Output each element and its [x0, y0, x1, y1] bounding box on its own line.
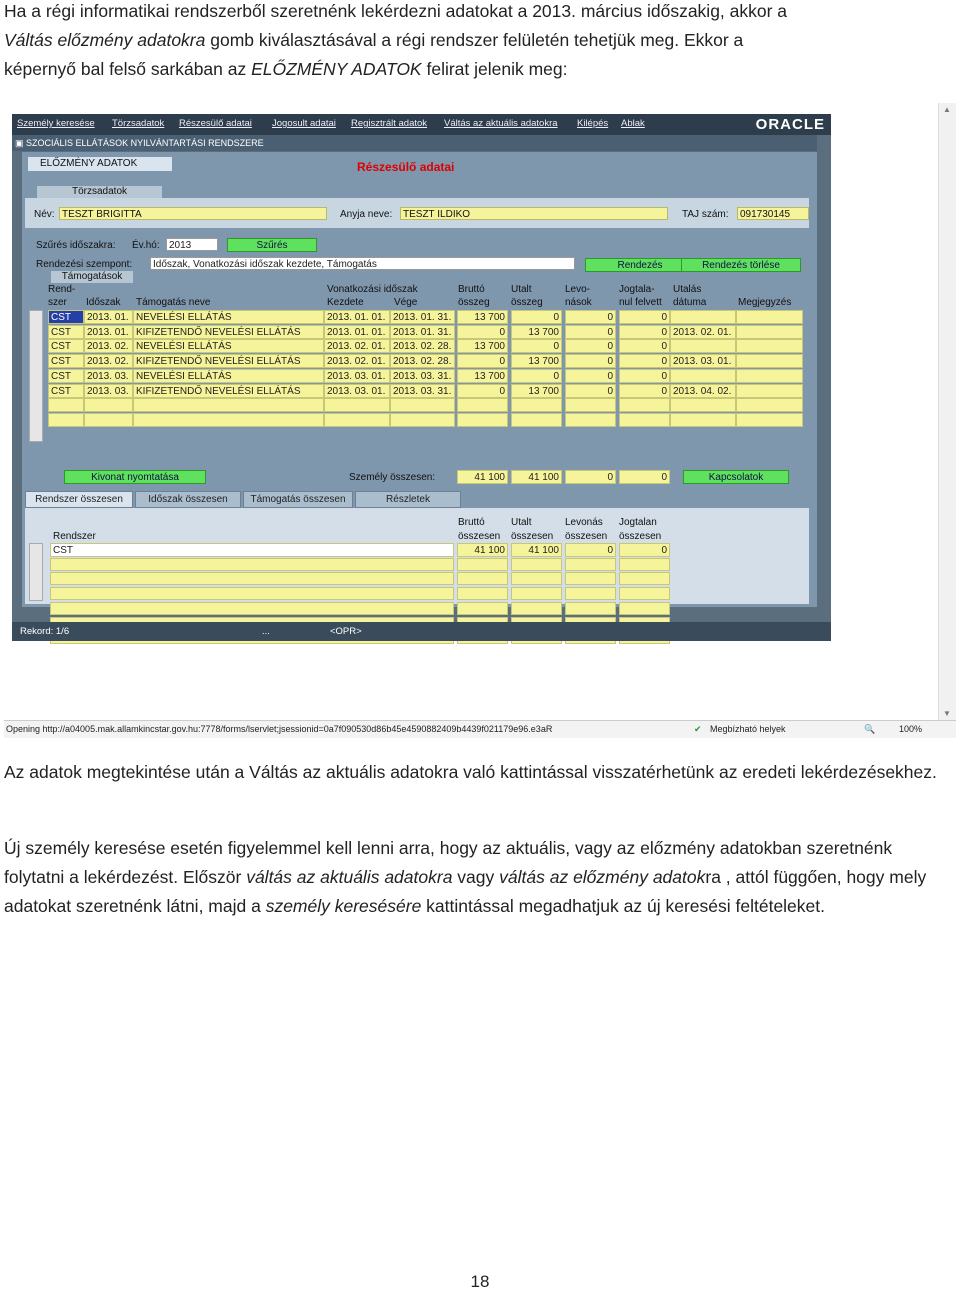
- szemely-osszesen-brutto: 41 100: [457, 470, 508, 484]
- tab-rendszer-osszesen[interactable]: Rendszer összesen: [25, 491, 133, 508]
- intro-line3-end: felirat jelenik meg:: [421, 59, 568, 79]
- p2-b: vagy: [452, 867, 500, 887]
- grid-cell-idoszak[interactable]: 2013. 03.: [84, 369, 133, 383]
- record-status-bar: [12, 622, 831, 641]
- grid-cell-brutto[interactable]: 0: [457, 354, 508, 368]
- rendezesi-szempont-label: Rendezési szempont:: [36, 259, 133, 270]
- sum-hdr-rendszer: Rendszer: [53, 531, 96, 542]
- summary-scrollbar[interactable]: [29, 543, 43, 601]
- kapcsolatok-button[interactable]: Kapcsolatok: [683, 470, 789, 484]
- grid-cell-brutto[interactable]: [457, 398, 508, 412]
- hdr-levonasok-2: nások: [565, 297, 592, 308]
- grid-cell-utalas[interactable]: [670, 398, 736, 412]
- grid-cell-vege[interactable]: [390, 413, 455, 427]
- body-paragraph-1: [4, 758, 954, 787]
- hdr-rendszer-1: Rend-: [48, 284, 76, 295]
- rendezesi-szempont-field[interactable]: Időszak, Vonatkozási időszak kezdete, Támogatás: [150, 257, 575, 270]
- menu-valtas-aktualis[interactable]: Váltás az aktuális adatokra: [444, 118, 558, 129]
- nev-label: Név:: [34, 209, 55, 220]
- summary-empty-cell[interactable]: [619, 558, 670, 571]
- hdr-utalas-1: Utalás: [673, 284, 702, 295]
- kivonat-nyomtatasa-button[interactable]: Kivonat nyomtatása: [64, 470, 206, 484]
- sum-hdr-jogtalan-1: Jogtalan: [619, 517, 657, 528]
- grid-cell-kezdete[interactable]: 2013. 03. 01.: [324, 384, 390, 398]
- intro-line1: Ha a régi informatikai rendszerből szeretnénk lekérdezni adatokat a 2013. március időszakig, akkor a: [4, 1, 788, 21]
- grid-cell-idoszak[interactable]: 2013. 02.: [84, 354, 133, 368]
- grid-cell-levonas[interactable]: 0: [565, 384, 616, 398]
- trusted-sites-label: Megbízható helyek: [710, 724, 786, 734]
- grid-cell-jogtalan[interactable]: 0: [619, 369, 670, 383]
- grid-cell-utalt[interactable]: [511, 398, 562, 412]
- summary-empty-cell[interactable]: [50, 572, 454, 585]
- evho-field[interactable]: 2013: [166, 238, 218, 251]
- grid-cell-levonas[interactable]: 0: [565, 339, 616, 353]
- grid-cell-rendszer[interactable]: CST: [48, 369, 84, 383]
- p2-c: ra , attól függően, hogy mely adatokat szeretnénk látni, majd a: [4, 867, 927, 916]
- tab-reszletek[interactable]: Részletek: [355, 491, 461, 508]
- grid-cell-rendszer[interactable]: [48, 398, 84, 412]
- summary-empty-cell[interactable]: [619, 572, 670, 585]
- grid-cell-idoszak[interactable]: 2013. 02.: [84, 339, 133, 353]
- grid-cell-tamogatas[interactable]: [133, 413, 324, 427]
- sum-hdr-jogtalan-2: összesen: [619, 531, 662, 542]
- sum-cell-utalt: 41 100: [511, 543, 562, 557]
- grid-cell-rendszer[interactable]: CST: [48, 354, 84, 368]
- intro-line3-start: képernyő bal felső sarkában az: [4, 59, 252, 79]
- summary-empty-cell[interactable]: [565, 572, 616, 585]
- sum-cell-jogtalan: 0: [619, 543, 670, 557]
- grid-cell-utalt[interactable]: [511, 413, 562, 427]
- menu-reszesulo-adatai[interactable]: Részesülő adatai: [179, 118, 252, 129]
- grid-cell-brutto[interactable]: 13 700: [457, 310, 508, 324]
- menu-szemely-keresese[interactable]: Személy keresése: [17, 118, 95, 129]
- grid-cell-utalt[interactable]: 0: [511, 310, 562, 324]
- grid-cell-jogtalan[interactable]: 0: [619, 384, 670, 398]
- summary-empty-cell[interactable]: [511, 558, 562, 571]
- hdr-megjegyzes: Megjegyzés: [738, 297, 792, 308]
- grid-cell-megjegyzes[interactable]: [736, 398, 803, 412]
- tab-idoszak-osszesen[interactable]: Időszak összesen: [135, 491, 241, 508]
- grid-cell-kezdete[interactable]: [324, 413, 390, 427]
- grid-cell-megjegyzes[interactable]: [736, 413, 803, 427]
- panel-title: Részesülő adatai: [357, 160, 455, 174]
- summary-empty-cell[interactable]: [565, 602, 616, 615]
- grid-cell-rendszer[interactable]: [48, 413, 84, 427]
- grid-cell-jogtalan[interactable]: [619, 398, 670, 412]
- grid-cell-utalt[interactable]: 13 700: [511, 354, 562, 368]
- nev-field[interactable]: TESZT BRIGITTA: [59, 207, 327, 220]
- p2-a: Új személy keresése esetén figyelemmel kell lenni arra, hogy az aktuális, vagy az előzmény adatokban szeretnénk folytatni a lekérdezést. Először: [4, 838, 893, 887]
- grid-cell-jogtalan[interactable]: 0: [619, 354, 670, 368]
- hdr-idoszak: Időszak: [86, 297, 121, 308]
- grid-cell-utalt[interactable]: 13 700: [511, 384, 562, 398]
- grid-cell-utalas[interactable]: [670, 413, 736, 427]
- grid-cell-idoszak[interactable]: 2013. 01.: [84, 310, 133, 324]
- szemely-osszesen-levonas: 0: [565, 470, 616, 484]
- grid-cell-levonas[interactable]: 0: [565, 325, 616, 339]
- menu-regisztralt-adatok[interactable]: Regisztrált adatok: [351, 118, 428, 129]
- sum-hdr-levonas-1: Levonás: [565, 517, 603, 528]
- intro-line2-rest: gomb kiválasztásával a régi rendszer felületén tehetjük meg. Ekkor a: [205, 30, 744, 50]
- grid-cell-kezdete[interactable]: 2013. 02. 01.: [324, 354, 390, 368]
- status-url: Opening http://a04005.mak.allamkincstar.gov.hu:7778/forms/lservlet;jsessionid=0a7f090530d86b45e4590882409b4439f021179e96.e3aR: [6, 724, 553, 734]
- scroll-down-icon[interactable]: ▼: [943, 709, 951, 718]
- hdr-brutto-2: összeg: [458, 297, 490, 308]
- oracle-forms-app: [12, 114, 831, 641]
- summary-empty-cell[interactable]: [50, 558, 454, 571]
- anyja-neve-label: Anyja neve:: [340, 209, 393, 220]
- summary-empty-cell[interactable]: [565, 587, 616, 600]
- grid-cell-rendszer[interactable]: CST: [48, 325, 84, 339]
- hdr-vonatkozasi: Vonatkozási időszak: [327, 284, 418, 295]
- szures-button[interactable]: Szűrés: [227, 238, 317, 252]
- grid-cell-megjegyzes[interactable]: [736, 325, 803, 339]
- evho-label: Év.hó:: [132, 240, 160, 251]
- grid-cell-levonas[interactable]: 0: [565, 354, 616, 368]
- zoom-level[interactable]: 100%: [899, 724, 923, 734]
- intro-line3-italic: ELŐZMÉNY ADATOK: [251, 59, 422, 79]
- browser-scrollbar[interactable]: [938, 103, 956, 720]
- zoom-icon[interactable]: 🔍: [864, 724, 876, 734]
- grid-cell-megjegyzes[interactable]: [736, 369, 803, 383]
- sum-hdr-levonas-2: összesen: [565, 531, 608, 542]
- grid-cell-utalas[interactable]: [670, 310, 736, 324]
- grid-cell-vege[interactable]: 2013. 02. 28.: [390, 339, 455, 353]
- grid-cell-kezdete[interactable]: 2013. 01. 01.: [324, 310, 390, 324]
- window-icon: ▣: [15, 138, 24, 148]
- grid-cell-brutto[interactable]: 0: [457, 325, 508, 339]
- grid-cell-rendszer[interactable]: CST: [48, 310, 84, 324]
- intro-paragraph: [4, 0, 954, 84]
- hdr-utalt-1: Utalt: [511, 284, 532, 295]
- p1-text: Az adatok megtekintése után a Váltás az aktuális adatokra való kattintással visszatérhetünk az eredeti lekérdezésekhez.: [4, 762, 937, 782]
- body-paragraph-2: [4, 834, 954, 921]
- hdr-levonasok-1: Levo-: [565, 284, 591, 295]
- grid-cell-vege[interactable]: [390, 398, 455, 412]
- grid-cell-tamogatas[interactable]: NEVELÉSI ELLÁTÁS: [133, 310, 324, 324]
- sum-cell-rendszer[interactable]: CST: [50, 543, 454, 557]
- grid-cell-idoszak[interactable]: [84, 413, 133, 427]
- p2-d: kattintással megadhatjuk az új keresési feltételeket.: [421, 896, 826, 916]
- grid-cell-megjegyzes[interactable]: [736, 354, 803, 368]
- grid-cell-vege[interactable]: 2013. 01. 31.: [390, 325, 455, 339]
- sum-hdr-utalt-1: Utalt: [511, 517, 532, 528]
- window-title-bar: [12, 135, 817, 151]
- grid-cell-kezdete[interactable]: 2013. 01. 01.: [324, 325, 390, 339]
- tamogatasok-section-label: Támogatások: [51, 271, 133, 283]
- grid-cell-idoszak[interactable]: 2013. 03.: [84, 384, 133, 398]
- intro-line2-italic: Váltás előzmény adatokra: [4, 30, 206, 50]
- rendezes-torlese-button[interactable]: Rendezés törlése: [681, 258, 801, 272]
- szemely-osszesen-label: Személy összesen:: [349, 472, 436, 483]
- hdr-kezdete: Kezdete: [327, 297, 364, 308]
- app-menubar: [12, 114, 831, 135]
- grid-cell-vege[interactable]: 2013. 03. 31.: [390, 369, 455, 383]
- summary-empty-cell[interactable]: [457, 572, 508, 585]
- grid-cell-jogtalan[interactable]: 0: [619, 339, 670, 353]
- page-number: 18: [470, 1272, 490, 1291]
- grid-cell-vege[interactable]: 2013. 01. 31.: [390, 310, 455, 324]
- reszesulo-panel: [22, 152, 817, 607]
- summary-empty-cell[interactable]: [619, 602, 670, 615]
- hdr-utalas-2: dátuma: [673, 297, 707, 308]
- grid-cell-utalt[interactable]: 0: [511, 339, 562, 353]
- grid-cell-tamogatas[interactable]: [133, 398, 324, 412]
- grid-cell-brutto[interactable]: 13 700: [457, 339, 508, 353]
- record-dots: ...: [262, 626, 270, 637]
- grid-cell-utalt[interactable]: 13 700: [511, 325, 562, 339]
- sum-cell-brutto: 41 100: [457, 543, 508, 557]
- grid-cell-jogtalan[interactable]: [619, 413, 670, 427]
- grid-cell-vege[interactable]: 2013. 02. 28.: [390, 354, 455, 368]
- menu-torzsadatok[interactable]: Törzsadatok: [112, 118, 165, 129]
- record-opr: <OPR>: [330, 626, 362, 637]
- grid-cell-idoszak[interactable]: [84, 398, 133, 412]
- grid-cell-tamogatas[interactable]: KIFIZETENDŐ NEVELÉSI ELLÁTÁS: [133, 384, 324, 398]
- grid-cell-kezdete[interactable]: [324, 398, 390, 412]
- grid-cell-megjegyzes[interactable]: [736, 384, 803, 398]
- summary-empty-cell[interactable]: [511, 602, 562, 615]
- window-title: SZOCIÁLIS ELLÁTÁSOK NYILVÁNTARTÁSI RENDSZERE: [26, 138, 264, 148]
- grid-cell-utalas[interactable]: [670, 369, 736, 383]
- summary-empty-cell[interactable]: [457, 602, 508, 615]
- grid-cell-rendszer[interactable]: CST: [48, 384, 84, 398]
- rendezes-button[interactable]: Rendezés: [585, 258, 695, 272]
- torzsadatok-section-label: Törzsadatok: [37, 186, 162, 198]
- record-counter: Rekord: 1/6: [20, 626, 70, 637]
- taj-field[interactable]: 091730145: [737, 207, 809, 220]
- menu-jogosult-adatai[interactable]: Jogosult adatai: [272, 118, 336, 129]
- anyja-neve-field[interactable]: TESZT ILDIKO: [400, 207, 668, 220]
- summary-empty-cell[interactable]: [511, 572, 562, 585]
- grid-cell-levonas[interactable]: 0: [565, 369, 616, 383]
- grid-cell-brutto[interactable]: [457, 413, 508, 427]
- grid-cell-rendszer[interactable]: CST: [48, 339, 84, 353]
- checkmark-icon: ✔: [694, 724, 702, 734]
- grid-cell-levonas[interactable]: 0: [565, 310, 616, 324]
- grid-cell-jogtalan[interactable]: 0: [619, 310, 670, 324]
- hdr-rendszer-2: szer: [48, 297, 67, 308]
- grid-cell-vege[interactable]: 2013. 03. 31.: [390, 384, 455, 398]
- summary-empty-cell[interactable]: [511, 587, 562, 600]
- scroll-up-icon[interactable]: ▲: [943, 105, 951, 114]
- sum-hdr-brutto-1: Bruttó: [458, 517, 485, 528]
- grid-cell-utalt[interactable]: 0: [511, 369, 562, 383]
- taj-label: TAJ szám:: [682, 209, 729, 220]
- grid-cell-utalas[interactable]: 2013. 03. 01.: [670, 354, 736, 368]
- grid-cell-idoszak[interactable]: 2013. 01.: [84, 325, 133, 339]
- hdr-tamogatas-neve: Támogatás neve: [136, 297, 211, 308]
- grid-cell-megjegyzes[interactable]: [736, 310, 803, 324]
- grid-cell-tamogatas[interactable]: NEVELÉSI ELLÁTÁS: [133, 369, 324, 383]
- grid-cell-kezdete[interactable]: 2013. 03. 01.: [324, 369, 390, 383]
- grid-cell-utalas[interactable]: 2013. 04. 02.: [670, 384, 736, 398]
- grid-cell-levonas[interactable]: [565, 413, 616, 427]
- grid-scrollbar[interactable]: [29, 310, 43, 442]
- hdr-vege: Vége: [394, 297, 418, 308]
- hdr-utalt-2: összeg: [511, 297, 543, 308]
- p2-italic-3: személy keresésére: [265, 896, 422, 916]
- grid-cell-brutto[interactable]: 0: [457, 384, 508, 398]
- summary-empty-cell[interactable]: [50, 587, 454, 600]
- menu-ablak[interactable]: Ablak: [621, 118, 645, 129]
- sum-hdr-utalt-2: összesen: [511, 531, 554, 542]
- grid-cell-kezdete[interactable]: 2013. 02. 01.: [324, 339, 390, 353]
- browser-status-bar: [4, 720, 956, 738]
- p2-italic-2: váltás az előzmény adatok: [499, 867, 706, 887]
- sum-hdr-brutto-2: összesen: [458, 531, 501, 542]
- szemely-osszesen-jogtalan: 0: [619, 470, 670, 484]
- p2-italic-1: váltás az aktuális adatokra: [246, 867, 453, 887]
- tab-tamogatas-osszesen[interactable]: Támogatás összesen: [243, 491, 353, 508]
- hdr-brutto-1: Bruttó: [458, 284, 485, 295]
- summary-empty-cell[interactable]: [457, 558, 508, 571]
- grid-cell-tamogatas[interactable]: KIFIZETENDŐ NEVELÉSI ELLÁTÁS: [133, 325, 324, 339]
- elozmeny-adatok-label: ELŐZMÉNY ADATOK: [28, 157, 172, 171]
- sum-cell-levonas: 0: [565, 543, 616, 557]
- summary-empty-cell[interactable]: [619, 587, 670, 600]
- hdr-jogtalan-1: Jogtala-: [619, 284, 655, 295]
- szemely-osszesen-utalt: 41 100: [511, 470, 562, 484]
- grid-cell-utalas[interactable]: 2013. 02. 01.: [670, 325, 736, 339]
- summary-empty-cell[interactable]: [457, 587, 508, 600]
- summary-empty-cell[interactable]: [50, 602, 454, 615]
- grid-cell-megjegyzes[interactable]: [736, 339, 803, 353]
- grid-cell-brutto[interactable]: 13 700: [457, 369, 508, 383]
- grid-cell-tamogatas[interactable]: NEVELÉSI ELLÁTÁS: [133, 339, 324, 353]
- oracle-logo: ORACLE: [755, 116, 825, 133]
- szures-idoszakra-label: Szűrés időszakra:: [36, 240, 116, 251]
- grid-cell-jogtalan[interactable]: 0: [619, 325, 670, 339]
- summary-empty-cell[interactable]: [565, 558, 616, 571]
- grid-cell-tamogatas[interactable]: KIFIZETENDŐ NEVELÉSI ELLÁTÁS: [133, 354, 324, 368]
- grid-cell-levonas[interactable]: [565, 398, 616, 412]
- grid-cell-utalas[interactable]: [670, 339, 736, 353]
- hdr-jogtalan-2: nul felvett: [619, 297, 662, 308]
- menu-kilepes[interactable]: Kilépés: [577, 118, 609, 129]
